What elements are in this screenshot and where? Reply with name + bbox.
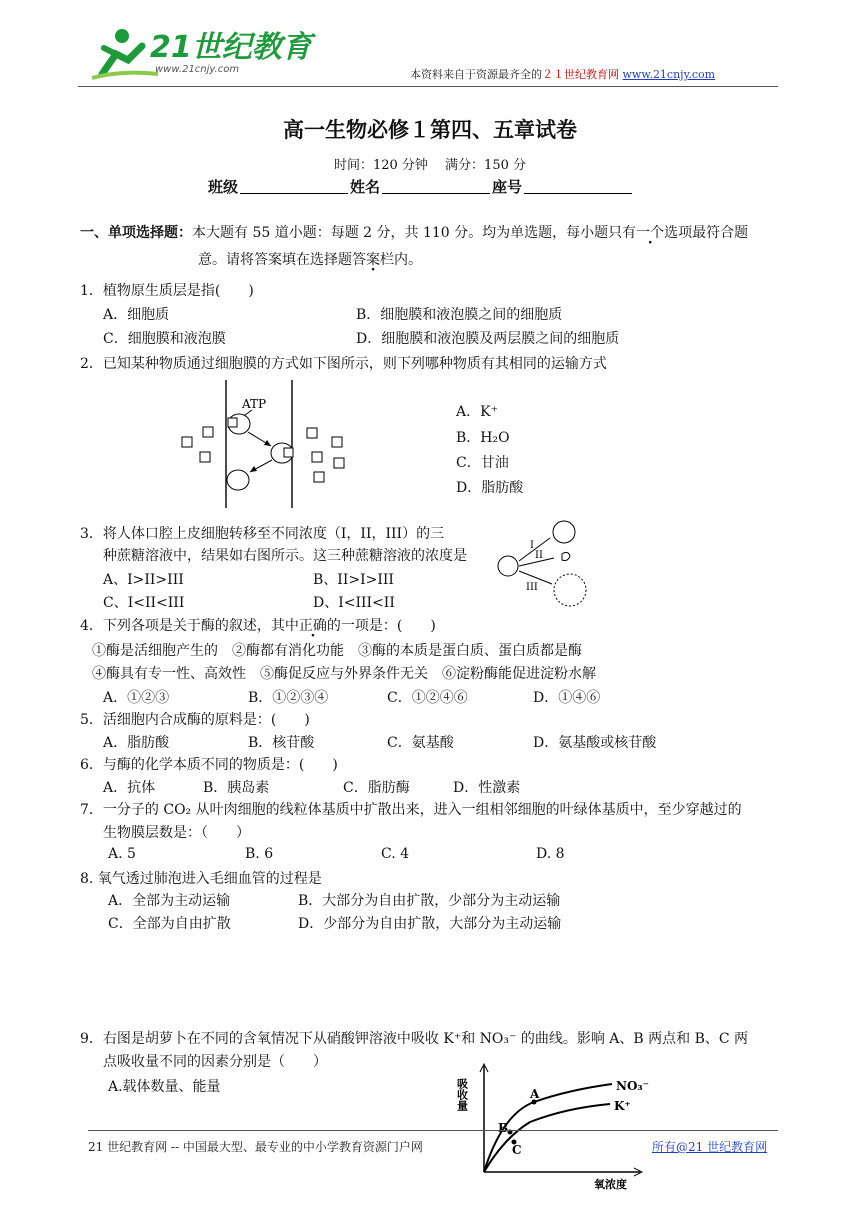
q2-option-d[interactable]: D．脂肪酸 xyxy=(456,480,524,496)
q2-option-a[interactable]: A．K⁺ xyxy=(456,404,498,420)
answer-column-emphasis: 答案栏 xyxy=(352,252,394,268)
q2-membrane-figure xyxy=(176,380,356,510)
q1-stem: 1．植物原生质层是指( ) xyxy=(80,283,254,299)
seat-label: 座号 xyxy=(492,178,523,196)
q3-option-d[interactable]: D、I<III<II xyxy=(313,595,395,611)
name-blank[interactable] xyxy=(382,179,490,194)
page-title: 高一生物必修１第四、五章试卷 xyxy=(283,118,577,142)
q4-stem-text-2: 的一项是：( ) xyxy=(326,618,436,634)
q9-option-a[interactable]: A.载体数量、能量 xyxy=(108,1079,221,1095)
q7-stem-1: 7．一分子的 CO₂ 从叶肉细胞的线粒体基质中扩散出来，进入一组相邻细胞的叶绿体基质中，至少穿越过的 xyxy=(80,802,742,818)
point-b-label: B xyxy=(498,1121,509,1135)
name-label: 姓名 xyxy=(350,178,381,196)
q6-stem: 6．与酶的化学本质不同的物质是：( ) xyxy=(80,757,338,773)
q2-option-c[interactable]: C．甘油 xyxy=(456,455,509,471)
k-label: K⁺ xyxy=(614,1099,631,1113)
q1-option-c[interactable]: C．细胞膜和液泡膜 xyxy=(103,331,226,347)
point-a-label: A xyxy=(530,1087,540,1101)
section-intro-line2 xyxy=(198,249,422,269)
q3-label-ii: II xyxy=(535,550,543,561)
footer-left: 21 世纪教育网 -- 中国最大型、最专业的中小学教育资源门户网 xyxy=(88,1140,423,1154)
source-site-name[interactable]: ２１世纪教育网 xyxy=(542,68,619,81)
q7-option-d[interactable]: D. 8 xyxy=(536,846,565,862)
chart-y-label: 吸收量 xyxy=(455,1078,469,1111)
q8-option-b[interactable]: B．大部分为自由扩散，少部分为主动运输 xyxy=(298,893,561,909)
q7-option-c[interactable]: C. 4 xyxy=(381,846,410,862)
q5-option-c[interactable]: C．氨基酸 xyxy=(387,735,454,751)
q7-stem-2: 生物膜层数是：（ ） xyxy=(103,825,250,841)
q8-option-d[interactable]: D．少部分为自由扩散，大部分为主动运输 xyxy=(298,916,562,932)
source-note xyxy=(410,66,715,82)
section-intro xyxy=(80,222,748,242)
q4-stem-text: 4．下列各项是关于酶的叙述，其中 xyxy=(80,618,299,634)
q2-option-b[interactable]: B．H₂O xyxy=(456,430,510,446)
q7-option-b[interactable]: B. 6 xyxy=(245,846,274,862)
q3-label-iii: III xyxy=(526,582,538,593)
q2-stem: 2．已知某种物质通过细胞膜的方式如下图所示，则下列哪种物质有其相同的运输方式 xyxy=(80,356,607,372)
q5-stem: 5．活细胞内合成酶的原料是：( ) xyxy=(80,712,310,728)
class-blank[interactable] xyxy=(240,179,348,194)
chart-x-label: 氧浓度 xyxy=(594,1178,627,1191)
logo-text: 21世纪教育 xyxy=(150,30,312,65)
q4-stem-emphasis: 正确 xyxy=(298,618,327,634)
q4-stem xyxy=(80,615,436,635)
q1-option-a[interactable]: A．细胞质 xyxy=(103,307,170,323)
q3-stem-1: 3．将人体口腔上皮细胞转移至不同浓度（I，II，III）的三 xyxy=(80,526,445,542)
section-intro-text: 本大题有 55 道小题：每题 2 分，共 110 分。均为单选题，每小题只有 xyxy=(192,225,637,241)
section-heading: 一、单项选择题： xyxy=(80,225,192,241)
q8-option-c[interactable]: C．全部为自由扩散 xyxy=(108,916,231,932)
exam-info: 时间：120 分钟 满分：150 分 xyxy=(333,158,527,173)
q4-items-2: ④酶具有专一性、高效性 ⑤酶促反应与外界条件无关 ⑥淀粉酶能促进淀粉水解 xyxy=(92,666,596,682)
q5-option-d[interactable]: D．氨基酸或核苷酸 xyxy=(533,735,657,751)
logo-url: www.21cnjy.com xyxy=(155,64,240,75)
q4-option-c[interactable]: C．①②④⑥ xyxy=(387,690,468,706)
footer-rule xyxy=(88,1130,778,1131)
q9-stem-1: 9．右图是胡萝卜在不同的含氧情况下从硝酸钾溶液中吸收 K⁺和 NO₃⁻ 的曲线。影响 A、B 两点和 B、C 两 xyxy=(80,1031,749,1047)
q9-stem-2: 点吸收量不同的因素分别是（ ） xyxy=(103,1054,327,1070)
q5-option-b[interactable]: B．核苷酸 xyxy=(248,735,315,751)
section-intro-emphasis: 一个 xyxy=(636,225,665,241)
q3-option-b[interactable]: B、II>I>III xyxy=(313,572,394,588)
q4-option-d[interactable]: D．①④⑥ xyxy=(533,690,601,706)
q6-option-b[interactable]: B．胰岛素 xyxy=(203,780,270,796)
header-rule xyxy=(78,86,778,87)
q5-option-a[interactable]: A．脂肪酸 xyxy=(103,735,170,751)
q1-option-d[interactable]: D．细胞膜和液泡膜及两层膜之间的细胞质 xyxy=(356,331,620,347)
atp-label: ATP xyxy=(242,397,267,411)
class-label: 班级 xyxy=(208,178,239,196)
q4-option-b[interactable]: B．①②③④ xyxy=(248,690,329,706)
section-intro-text-3: 意。请将答案填在选择题 xyxy=(198,252,352,268)
footer-right-text[interactable]: 所有@21 世纪教育网 xyxy=(652,1140,768,1154)
q3-stem-2: 种蔗糖溶液中，结果如右图所示。这三种蔗糖溶液的浓度是 xyxy=(103,548,467,564)
section-intro-text-2: 选项最符合题 xyxy=(664,225,749,241)
q3-option-c[interactable]: C、I<II<III xyxy=(103,595,185,611)
q7-option-a[interactable]: A. 5 xyxy=(108,846,136,862)
q6-option-a[interactable]: A．抗体 xyxy=(103,780,156,796)
q6-option-d[interactable]: D．性激素 xyxy=(453,780,521,796)
source-url-link[interactable]: www.21cnjy.com xyxy=(622,68,716,81)
point-c-label: C xyxy=(512,1143,522,1157)
student-fields xyxy=(208,176,634,197)
q8-option-a[interactable]: A．全部为主动运输 xyxy=(108,893,231,909)
q4-option-a[interactable]: A．①②③ xyxy=(103,690,170,706)
no3-label: NO₃⁻ xyxy=(616,1079,650,1093)
source-prefix: 本资料来自于资源最齐全的 xyxy=(410,68,542,81)
q8-stem: 8. 氧气透过肺泡进入毛细血管的过程是 xyxy=(80,871,322,887)
seat-blank[interactable] xyxy=(524,179,632,194)
q3-label-i: I xyxy=(530,540,534,551)
q9-absorption-chart xyxy=(455,1058,658,1194)
section-intro-text-4: 内。 xyxy=(394,252,422,268)
q3-option-a[interactable]: A、I>II>III xyxy=(103,572,184,588)
q1-option-b[interactable]: B．细胞膜和液泡膜之间的细胞质 xyxy=(356,307,563,323)
q6-option-c[interactable]: C．脂肪酶 xyxy=(343,780,410,796)
q3-cell-figure xyxy=(494,516,594,608)
q4-items-1: ①酶是活细胞产生的 ②酶都有消化功能 ③酶的本质是蛋白质、蛋白质都是酶 xyxy=(92,643,582,659)
footer-right-link[interactable] xyxy=(652,1138,767,1155)
